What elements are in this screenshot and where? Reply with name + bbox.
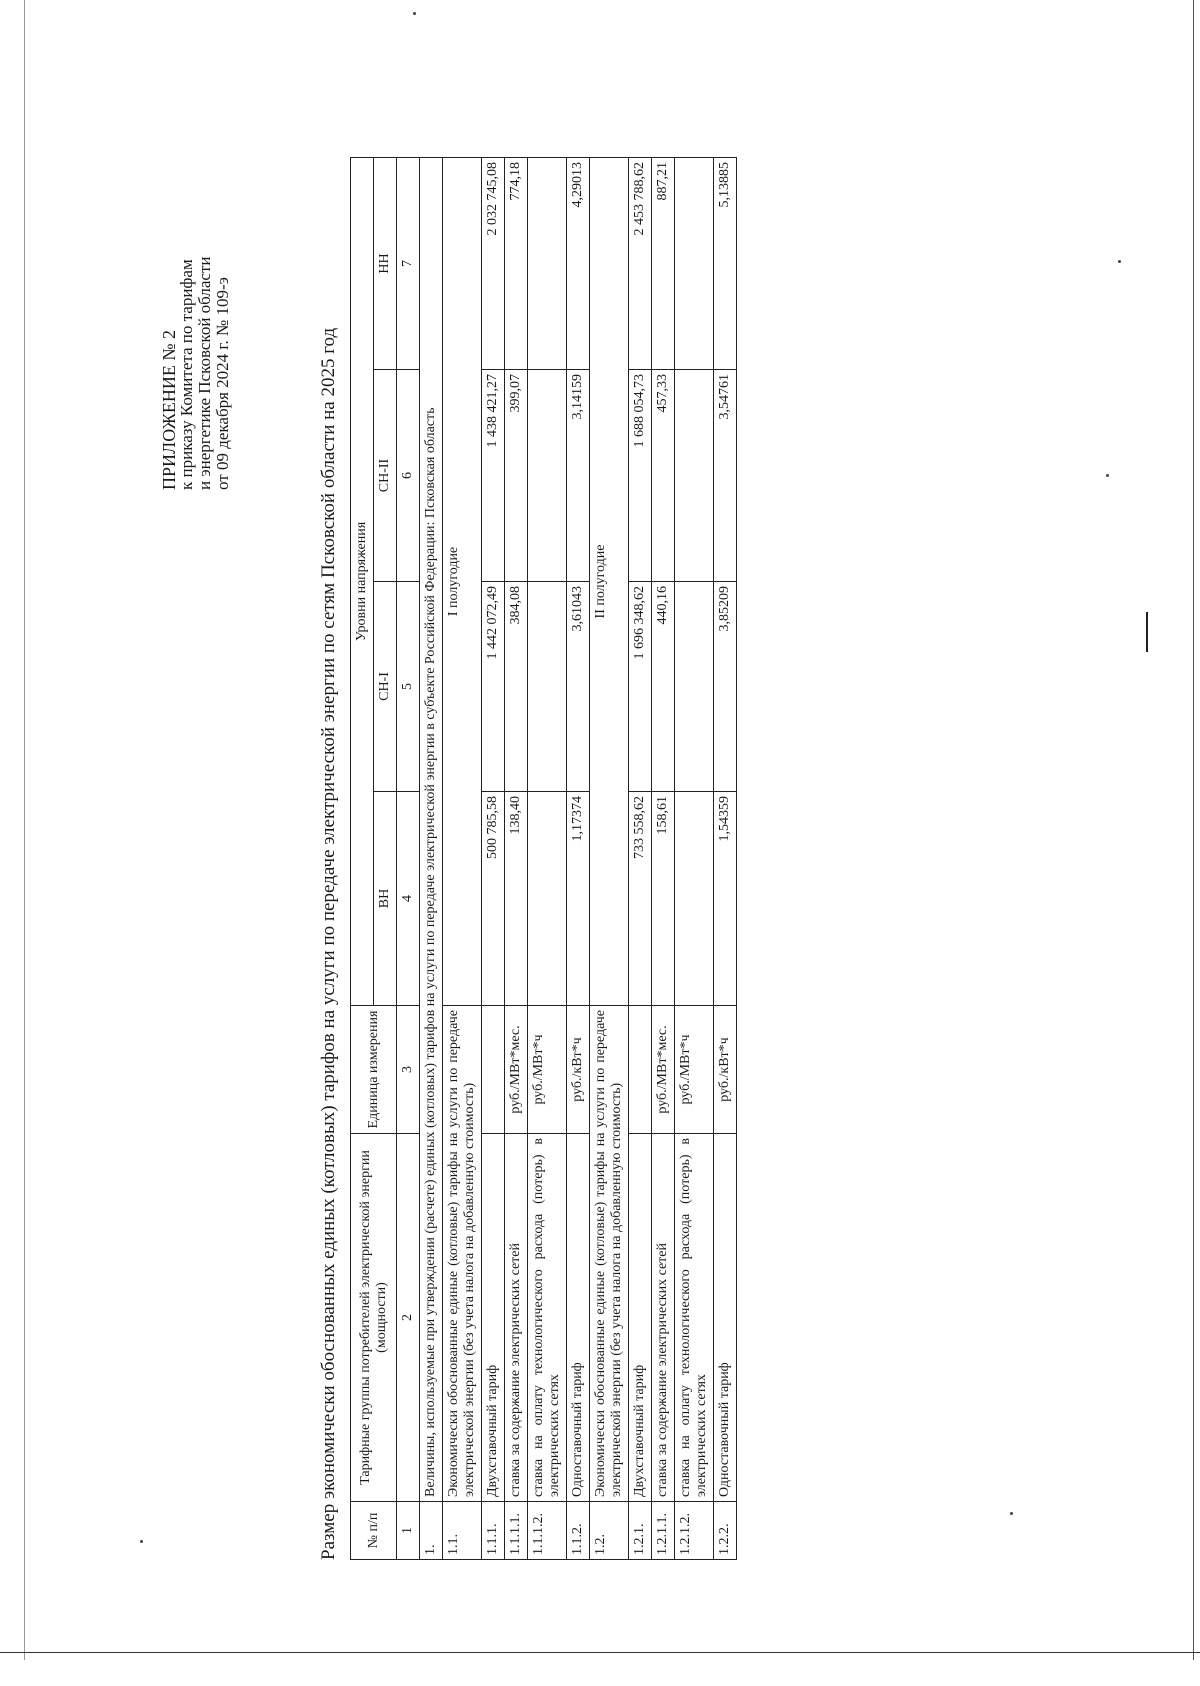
value-sn2: 1 688 054,73 [629,370,652,582]
table-row [505,157,528,1559]
row-text: ставка на оплату технологического расхода (потерь) в электрических сетях [675,1134,714,1502]
column-number: 7 [397,157,420,369]
row-num: 1.2.1.1. [652,1502,675,1560]
value-nn [528,157,567,369]
table-header-row [351,157,374,1559]
row-unit: руб./кВт*ч [567,1006,590,1134]
value-sn2 [675,370,714,582]
value-nn: 887,21 [652,157,675,369]
table-row [443,157,482,1559]
table-row [482,157,505,1559]
header-nn: НН [374,157,397,369]
value-sn2: 3,54761 [714,370,737,582]
header-unit: Единица измерения [351,1006,397,1134]
row-text: Одноставочный тариф [567,1134,590,1502]
column-number: 1 [397,1502,420,1560]
header-num: № п/п [351,1502,397,1560]
value-sn2: 3,14159 [567,370,590,582]
value-nn: 774,18 [505,157,528,369]
row-text: ставка за содержание электрических сетей [505,1134,528,1502]
row-unit [629,1006,652,1134]
column-number-row [397,157,420,1559]
row-num: 1.1. [443,1502,482,1560]
scan-edge-bottom [0,1652,1200,1653]
row-num: 1.1.1.1. [505,1502,528,1560]
tariff-table [350,157,737,1560]
header-sn1: СН-I [374,582,397,792]
row-unit: руб./МВт*ч [675,1006,714,1134]
row-text: Величины, используемые при утверждении (расчете) единых (котловых) тарифов на услуги по передаче электрической энергии в субъекте Российской Федерации: Псковская область [420,157,443,1501]
row-num: 1.1.1.2. [528,1502,567,1560]
table-row [629,157,652,1559]
row-text: Экономически обоснованные единые (котловые) тарифы на услуги по передаче электрической энергии (без учета налога на добавленную стоимость) [590,1006,629,1502]
row-num: 1.1.1. [482,1502,505,1560]
table-row [590,157,629,1559]
value-vn: 500 785,58 [482,792,505,1006]
header-vn: ВН [374,792,397,1006]
value-sn2 [528,370,567,582]
header-sn2: СН-II [374,370,397,582]
row-text: ставка на оплату технологического расхода (потерь) в электрических сетях [528,1134,567,1502]
column-number: 5 [397,582,420,792]
table-row [652,157,675,1559]
period-label: I полугодие [443,157,482,1005]
appendix-line: к приказу Комитета по тарифам [177,259,196,490]
value-nn: 2 032 745,08 [482,157,505,369]
value-nn: 5,13885 [714,157,737,369]
value-sn2: 457,33 [652,370,675,582]
row-unit: руб./МВт*ч [528,1006,567,1134]
row-text: Экономически обоснованные единые (котловые) тарифы на услуги по передаче электрической энергии (без учета налога на добавленную стоимость) [443,1006,482,1502]
row-num: 1.1.2. [567,1502,590,1560]
row-num: 1. [420,1502,443,1560]
value-sn1: 384,08 [505,582,528,792]
value-vn: 158,61 [652,792,675,1006]
value-sn1 [675,582,714,792]
row-unit: руб./МВт*мес. [505,1006,528,1134]
document-title: Размер экономически обоснованных единых (котловых) тарифов на услуги по передаче электрической энергии по сетям Псковской области на 2025 год [318,327,339,1560]
row-num: 1.2.1. [629,1502,652,1560]
row-unit: руб./МВт*мес. [652,1006,675,1134]
value-vn [675,792,714,1006]
row-unit: руб./кВт*ч [714,1006,737,1134]
rotated-document-page [110,100,1200,1600]
table-row [528,157,567,1559]
row-text: Двухставочный тариф [482,1134,505,1502]
value-vn: 138,40 [505,792,528,1006]
value-nn [675,157,714,369]
column-number: 3 [397,1006,420,1134]
appendix-title: ПРИЛОЖЕНИЕ № 2 [159,329,179,490]
value-vn: 733 558,62 [629,792,652,1006]
value-sn1: 3,85209 [714,582,737,792]
value-vn [528,792,567,1006]
value-nn: 2 453 788,62 [629,157,652,369]
value-vn: 1,54359 [714,792,737,1006]
scan-edge-left [24,0,25,1660]
value-sn1: 3,61043 [567,582,590,792]
appendix-line: и энергетике Псковской области [195,256,214,490]
appendix-line: от 09 декабря 2024 г. № 109-э [213,277,232,490]
row-num: 1.2.2. [714,1502,737,1560]
row-num: 1.2. [590,1502,629,1560]
value-nn: 4,29013 [567,157,590,369]
row-text: ставка за содержание электрических сетей [652,1134,675,1502]
value-vn: 1,17374 [567,792,590,1006]
appendix-block [160,170,232,490]
column-number: 4 [397,792,420,1006]
table-row [567,157,590,1559]
value-sn1 [528,582,567,792]
row-num: 1.2.1.2. [675,1502,714,1560]
value-sn2: 1 438 421,27 [482,370,505,582]
column-number: 6 [397,370,420,582]
value-sn2: 399,07 [505,370,528,582]
scan-speck [413,12,416,15]
value-sn1: 440,16 [652,582,675,792]
header-levels: Уровни напряжения [351,157,374,1005]
table-row [714,157,737,1559]
row-unit [482,1006,505,1134]
value-sn1: 1 442 072,49 [482,582,505,792]
table-row [420,157,443,1559]
column-number: 2 [397,1134,420,1502]
row-text: Двухставочный тариф [629,1134,652,1502]
row-text: Одноставочный тариф [714,1134,737,1502]
value-sn1: 1 696 348,62 [629,582,652,792]
period-label: II полугодие [590,157,629,1005]
table-row [675,157,714,1559]
header-group: Тарифные группы потребителей электрической энергии (мощности) [351,1134,397,1502]
